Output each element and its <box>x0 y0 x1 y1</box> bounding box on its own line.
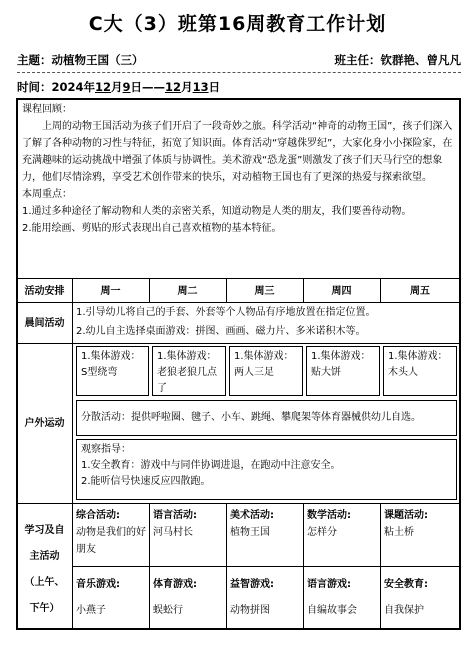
observation-item-1: 1.安全教育：游戏中与同伴协调进退，在跑动中注意安全。 <box>81 460 341 471</box>
day-header-wed: 周三 <box>254 286 275 297</box>
theme-label: 主题： <box>17 53 52 67</box>
game-cell-fri <box>384 572 458 622</box>
time-start-month-unit: 月 <box>111 80 123 94</box>
divider <box>303 503 304 629</box>
game-cell-wed <box>230 572 301 622</box>
morning-content <box>76 303 458 343</box>
game-name: 自编故事会 <box>307 605 357 616</box>
study-cell-mon <box>76 507 147 565</box>
time-end-day: 13 <box>192 80 209 94</box>
time-row <box>17 79 220 95</box>
study-label-line-1: 学习及自 <box>24 525 65 536</box>
study-cell-tue <box>153 507 224 565</box>
review-title: 课程回顾： <box>22 104 72 115</box>
theme-info <box>17 52 144 68</box>
teacher-value: 钦群艳、曾凡凡 <box>380 53 461 67</box>
outdoor-game-thu: 1.集体游戏：贴大饼 <box>306 346 380 396</box>
game-name: 小燕子 <box>76 605 106 616</box>
divider <box>226 503 227 629</box>
theme-value: 动植物王国（三） <box>51 53 144 67</box>
time-start-day: 9 <box>122 80 131 94</box>
divider <box>17 343 460 344</box>
morning-label: 晨间活动 <box>24 318 65 329</box>
study-name: 动物是我们的好朋友 <box>76 527 146 555</box>
observation-title: 观察指导： <box>81 444 131 455</box>
study-label <box>17 518 72 622</box>
game-cell-tue <box>153 572 224 622</box>
outdoor-observation <box>76 439 457 500</box>
divider <box>72 278 73 629</box>
game-type: 音乐游戏: <box>76 579 120 590</box>
study-cell-fri <box>384 507 458 565</box>
study-label-line-2: 主活动 <box>29 551 60 562</box>
outdoor-label: 户外运动 <box>24 418 65 429</box>
game-type: 益智游戏: <box>230 579 274 590</box>
page-title: C大（3）班第16周教育工作计划 <box>88 13 387 35</box>
study-label-line-4: 下午） <box>29 603 60 614</box>
focus-item-1: 1.通过多种途径了解动物和人类的亲密关系，知道动物是人类的朋友，我们要善待动物。 <box>22 206 412 217</box>
time-end-month: 12 <box>165 80 182 94</box>
observation-item-2: 2.能听信号快速反应四散跑。 <box>81 476 211 487</box>
corner-header: 活动安排 <box>24 286 65 297</box>
game-name: 蜈蚣行 <box>153 605 183 616</box>
time-separator: —— <box>142 80 166 94</box>
dashed-divider <box>17 72 461 73</box>
time-label: 时间： <box>17 80 52 94</box>
game-type: 体育游戏: <box>153 579 197 590</box>
time-end-day-unit: 日 <box>208 80 221 94</box>
morning-item-1: 1.引导幼儿将自己的手套、外套等个人物品有序地放置在指定位置。 <box>76 307 376 318</box>
day-header-tue: 周二 <box>177 286 198 297</box>
time-end-month-unit: 月 <box>181 80 193 94</box>
time-year: 2024年 <box>51 80 96 94</box>
day-header-fri: 周五 <box>410 286 430 297</box>
study-name: 植物王国 <box>230 527 270 538</box>
outdoor-game-mon: 1.集体游戏：S型绕弯 <box>76 346 149 396</box>
study-name: 粘土桥 <box>384 527 414 538</box>
morning-item-2: 2.幼儿自主选择桌面游戏：拼图、画画、磁力片、多米诺积木等。 <box>76 326 366 337</box>
game-type: 语言游戏: <box>307 579 351 590</box>
study-cell-thu <box>307 507 378 565</box>
outdoor-game-tue: 1.集体游戏：老狼老狼几点了 <box>152 346 226 396</box>
teacher-label: 班主任： <box>334 53 381 67</box>
day-header-mon: 周一 <box>100 286 121 297</box>
focus-item-2: 2.能用绘画、剪贴的形式表现出自己喜欢植物的基本特征。 <box>22 223 282 234</box>
outdoor-free-activities: 分散活动：提供呼啦圈、毽子、小车、跳绳、攀爬架等体育器械供幼儿自选。 <box>76 400 457 436</box>
outdoor-game-wed: 1.集体游戏：两人三足 <box>229 346 303 396</box>
study-name: 怎样分 <box>307 527 337 538</box>
study-type: 综合活动: <box>76 510 120 521</box>
study-type: 语言活动: <box>153 510 197 521</box>
study-cell-wed <box>230 507 301 565</box>
study-type: 数学活动: <box>307 510 351 521</box>
day-header-thu: 周四 <box>331 286 352 297</box>
game-name: 动物拼图 <box>230 605 270 616</box>
divider <box>17 503 460 504</box>
time-start-month: 12 <box>95 80 112 94</box>
study-label-line-3: （上午、 <box>24 577 65 588</box>
review-paragraph: 上周的动物王国活动为孩子们开启了一段奇妙之旅。科学活动“神奇的动物王国”，孩子们深入了解了各种动物的习性与特征，拓宽了知识面。体育活动“穿越侏罗纪”，大家化身小小探险家，在充满趣味的运动挑战中增强了体质与协调性。美术游戏“恐龙蛋”则激发了孩子们天马行空的想象力，他们尽情涂鸦，享受艺术创作带来的快乐，对动植物王国也有了更深的热爱与探索欲望。 <box>22 121 453 183</box>
game-cell-thu <box>307 572 378 622</box>
divider <box>380 503 381 629</box>
divider <box>17 278 460 279</box>
divider <box>149 503 150 629</box>
game-name: 自我保护 <box>384 605 424 616</box>
study-type: 美术活动: <box>230 510 274 521</box>
focus-title: 本周重点： <box>22 189 72 200</box>
divider <box>72 566 460 567</box>
game-type: 安全教育: <box>384 579 428 590</box>
game-cell-mon <box>76 572 147 622</box>
review-section <box>20 101 458 278</box>
outdoor-game-fri: 1.集体游戏：木头人 <box>383 346 457 396</box>
teacher-info <box>335 52 462 68</box>
study-name: 河马村长 <box>153 527 193 538</box>
study-type: 课题活动: <box>384 510 428 521</box>
time-start-day-unit: 日 <box>130 80 143 94</box>
